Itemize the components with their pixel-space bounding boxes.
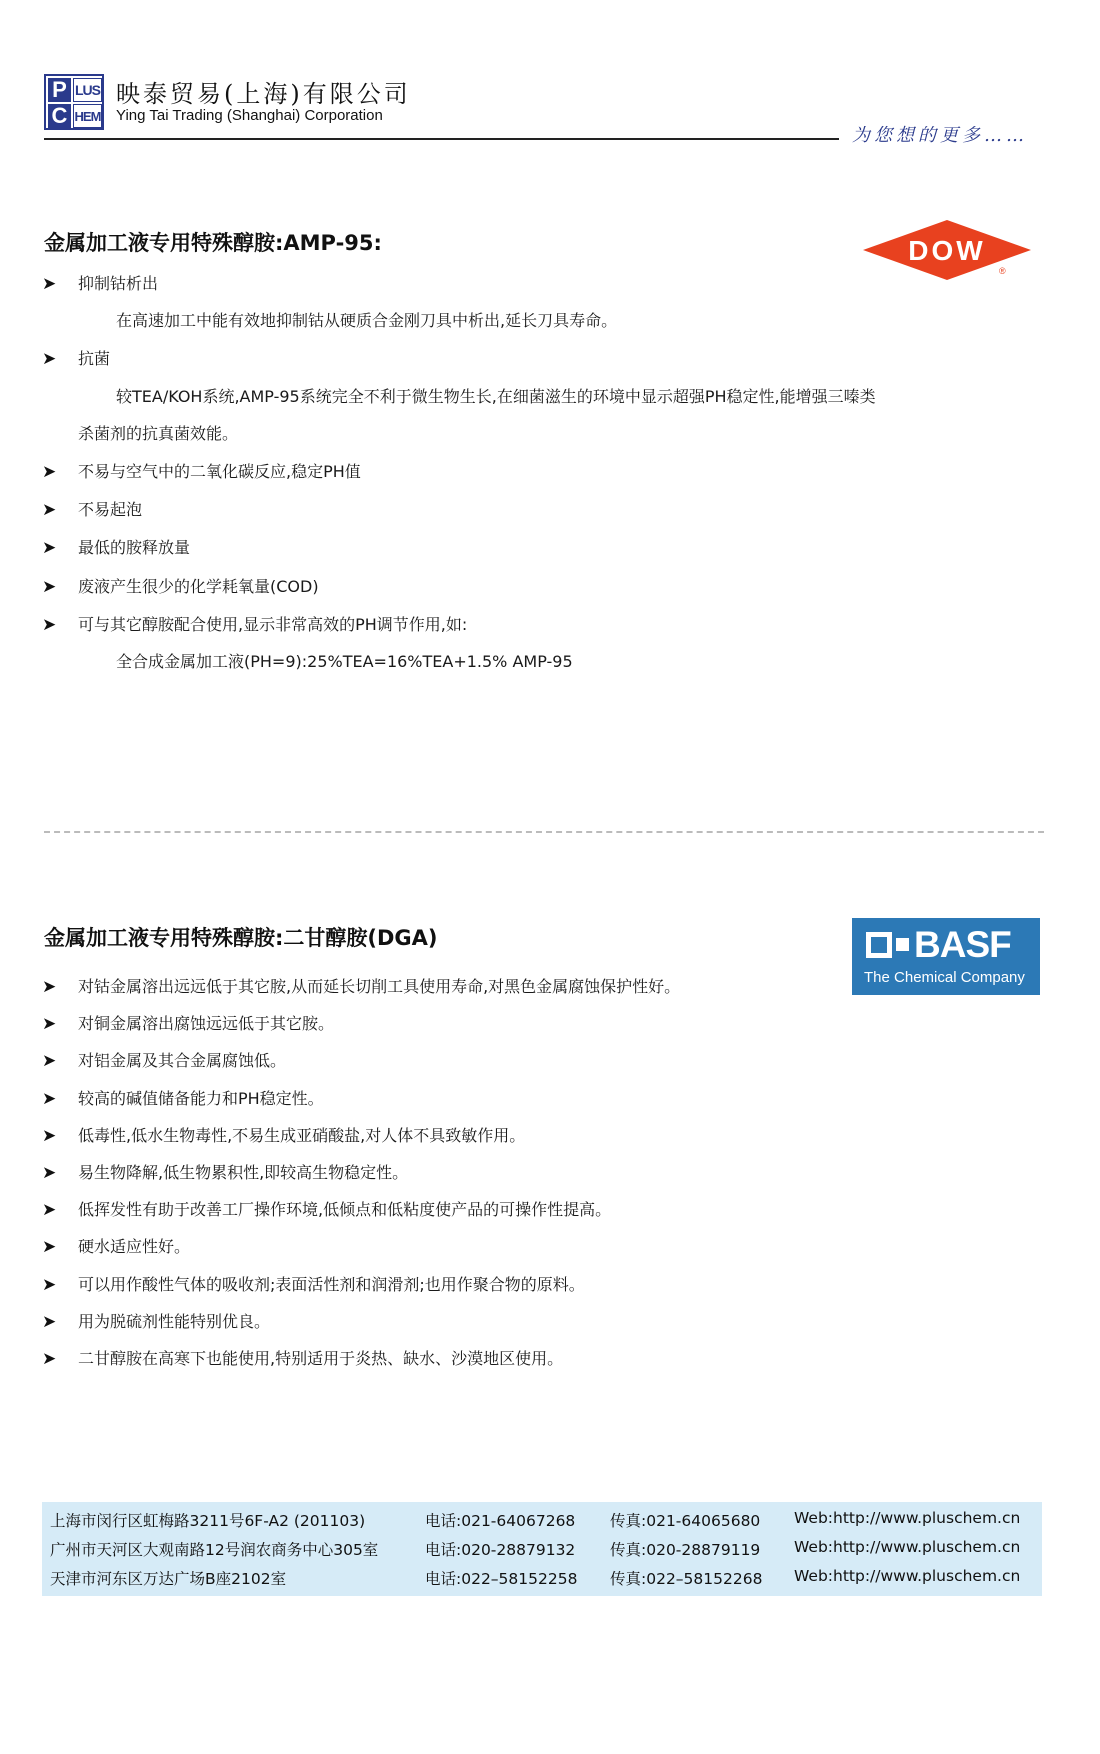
- footer-row-guangzhou: [50, 1538, 1042, 1567]
- list-item: ➤ 二甘醇胺在高寒下也能使用,特别适用于炎热、缺水、沙漠地区使用。: [42, 1347, 680, 1370]
- list-item: ➤ 较高的碱值储备能力和PH稳定性。: [42, 1087, 680, 1110]
- company-name-en: Ying Tai Trading (Shanghai) Corporation: [116, 107, 383, 124]
- list-item: ➤ 对铜金属溶出腐蚀远远低于其它胺。: [42, 1012, 680, 1035]
- footer-phone: 电话:020-28879132: [425, 1541, 576, 1559]
- list-item: ➤ 抗菌 较TEA/KOH系统,AMP-95系统完全不利于微生物生长,在细菌滋生的环境中显示超强PH稳定性,能增强三嗪类 杀菌剂的抗真菌效能。: [42, 349, 876, 443]
- arrow-bullet-icon: ➤: [42, 1125, 57, 1146]
- list-item: ➤ 废液产生很少的化学耗氧量(COD): [42, 575, 876, 598]
- logo-letter-p: P: [48, 78, 71, 102]
- basf-wordmark: BASF: [914, 924, 1011, 965]
- list-item: ➤ 低挥发性有助于改善工厂操作环境,低倾点和低粘度使产品的可操作性提高。: [42, 1198, 680, 1221]
- footer-row-tianjin: [50, 1567, 1042, 1596]
- page-header: [44, 74, 1054, 150]
- footer-address: 上海市闵行区虹梅路3211号6F-A2 (201103): [50, 1512, 366, 1530]
- arrow-bullet-icon: ➤: [42, 349, 57, 370]
- footer-web-link[interactable]: Web:http://www.pluschem.cn: [794, 1567, 1021, 1585]
- arrow-bullet-icon: ➤: [42, 576, 57, 597]
- dow-wordmark: DOW: [908, 235, 986, 266]
- arrow-bullet-icon: ➤: [42, 977, 57, 997]
- arrow-bullet-icon: ➤: [42, 1274, 57, 1295]
- arrow-bullet-icon: ➤: [42, 538, 57, 559]
- list-item: ➤ 可以用作酸性气体的吸收剂;表面活性剂和润滑剂;也用作聚合物的原料。: [42, 1273, 680, 1296]
- footer-phone: 电话:022–58152258: [425, 1570, 578, 1588]
- footer-row-shanghai: [50, 1509, 1042, 1538]
- logo-letter-c: C: [48, 104, 71, 128]
- section1-list: [42, 272, 876, 688]
- section-divider: [44, 831, 1044, 833]
- basf-tagline: The Chemical Company: [864, 969, 1025, 986]
- section2-list: [42, 975, 680, 1384]
- basf-square-fill-icon: [896, 938, 909, 951]
- arrow-bullet-icon: ➤: [42, 1200, 57, 1221]
- list-item: ➤ 用为脱硫剂性能特别优良。: [42, 1310, 680, 1333]
- arrow-bullet-icon: ➤: [42, 1014, 57, 1035]
- footer-web-link[interactable]: Web:http://www.pluschem.cn: [794, 1538, 1021, 1556]
- logo-letters-hem: HEM: [73, 104, 102, 128]
- arrow-bullet-icon: ➤: [42, 1348, 57, 1369]
- list-item: ➤ 抑制钴析出 在高速加工中能有效地抑制钴从硬质合金刚刀具中析出,延长刀具寿命。: [42, 274, 618, 331]
- dow-logo: [861, 218, 1033, 282]
- section1-title: 金属加工液专用特殊醇胺:AMP-95:: [44, 231, 382, 255]
- logo-letters-lus: LUS: [73, 78, 102, 102]
- arrow-bullet-icon: ➤: [42, 1088, 57, 1109]
- footer-fax: 传真:022–58152268: [610, 1570, 763, 1588]
- company-name-cn: 映泰贸易(上海)有限公司: [116, 80, 411, 108]
- list-item: ➤ 可与其它醇胺配合使用,显示非常高效的PH调节作用,如: 全合成金属加工液(PH=9):25%TEA=16%TEA+1.5% AMP-95: [42, 614, 573, 671]
- footer-address: 广州市天河区大观南路12号润农商务中心305室: [50, 1541, 379, 1559]
- header-rule: [44, 138, 839, 140]
- list-item: ➤ 不易与空气中的二氧化碳反应,稳定PH值: [42, 460, 876, 483]
- contact-footer: [42, 1502, 1042, 1596]
- section2-title: 金属加工液专用特殊醇胺:二甘醇胺(DGA): [44, 926, 438, 950]
- arrow-bullet-icon: ➤: [42, 500, 57, 521]
- arrow-bullet-icon: ➤: [42, 614, 57, 635]
- list-item: ➤ 最低的胺释放量: [42, 536, 876, 559]
- footer-address: 天津市河东区万达广场B座2102室: [50, 1570, 287, 1588]
- list-item: ➤ 对钴金属溶出远远低于其它胺,从而延长切削工具使用寿命,对黑色金属腐蚀保护性好。: [42, 975, 680, 998]
- basf-square-outline-icon: [866, 932, 892, 958]
- arrow-bullet-icon: ➤: [42, 1237, 57, 1258]
- footer-phone: 电话:021-64067268: [425, 1512, 576, 1530]
- arrow-bullet-icon: ➤: [42, 1311, 57, 1332]
- basf-logo: [852, 918, 1040, 995]
- list-item: ➤ 易生物降解,低生物累积性,即较高生物稳定性。: [42, 1161, 680, 1184]
- arrow-bullet-icon: ➤: [42, 461, 57, 482]
- list-item: ➤ 硬水适应性好。: [42, 1235, 680, 1258]
- list-item: ➤ 低毒性,低水生物毒性,不易生成亚硝酸盐,对人体不具致敏作用。: [42, 1124, 680, 1147]
- footer-fax: 传真:020-28879119: [610, 1541, 761, 1559]
- list-item: ➤ 对铝金属及其合金属腐蚀低。: [42, 1049, 680, 1072]
- footer-fax: 传真:021-64065680: [610, 1512, 761, 1530]
- pluschem-logo: [44, 74, 104, 130]
- arrow-bullet-icon: ➤: [42, 1051, 57, 1072]
- registered-mark-icon: ®: [999, 266, 1006, 276]
- arrow-bullet-icon: ➤: [42, 274, 57, 294]
- footer-web-link[interactable]: Web:http://www.pluschem.cn: [794, 1509, 1021, 1527]
- slogan: 为您想的更多……: [852, 125, 1028, 146]
- list-item: ➤ 不易起泡: [42, 498, 876, 521]
- arrow-bullet-icon: ➤: [42, 1162, 57, 1183]
